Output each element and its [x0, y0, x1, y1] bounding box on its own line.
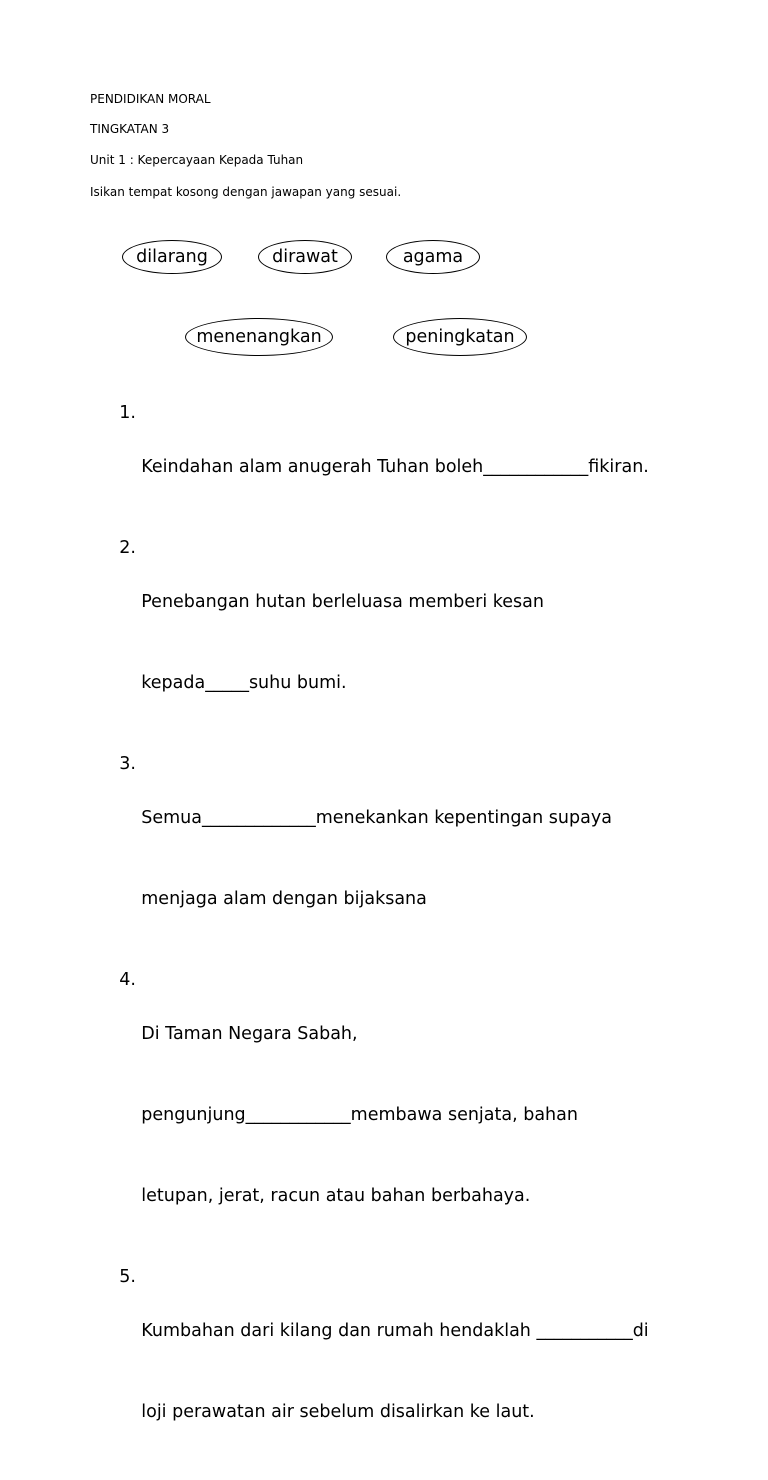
question-item	[110, 535, 750, 751]
question-text	[141, 967, 750, 1264]
question-number: 1.	[119, 403, 136, 423]
word-bank-item-menenangkan: menenangkan	[185, 318, 333, 356]
word-bank-item-dilarang: dilarang	[122, 240, 222, 274]
question-line: pengunjung____________membawa senjata, bahan	[141, 1105, 578, 1125]
word-bank-item-agama: agama	[386, 240, 480, 274]
question-line: Penebangan hutan berleluasa memberi kesan	[141, 592, 544, 612]
question-number: 4.	[119, 970, 136, 990]
instruction-text: Isikan tempat kosong dengan jawapan yang sesuai.	[90, 185, 402, 199]
question-line: letupan, jerat, racun atau bahan berbahaya.	[141, 1186, 531, 1206]
question-line: Semua_____________menekankan kepentingan supaya	[141, 808, 612, 828]
question-text	[141, 1264, 750, 1480]
question-text	[141, 535, 750, 751]
question-number: 5.	[119, 1267, 136, 1287]
question-line: Keindahan alam anugerah Tuhan boleh____________fikiran.	[141, 457, 649, 477]
question-number: 3.	[119, 754, 136, 774]
question-item	[110, 400, 750, 535]
question-text	[141, 400, 750, 535]
question-line: loji perawatan air sebelum disalirkan ke laut.	[141, 1402, 535, 1422]
subject-title: PENDIDIKAN MORAL	[90, 92, 211, 106]
word-bank-item-dirawat: dirawat	[258, 240, 352, 274]
question-line: menjaga alam dengan bijaksana	[141, 889, 427, 909]
question-item	[110, 967, 750, 1264]
word-bank-item-peningkatan: peningkatan	[393, 318, 527, 356]
question-item	[110, 751, 750, 967]
question-text	[141, 751, 750, 967]
question-item	[110, 1264, 750, 1480]
question-line: kepada_____suhu bumi.	[141, 673, 347, 693]
question-list	[110, 400, 750, 1480]
question-line: Kumbahan dari kilang dan rumah hendaklah ___________di	[141, 1321, 649, 1341]
question-number: 2.	[119, 538, 136, 558]
level-label: TINGKATAN 3	[90, 122, 170, 136]
question-line: Di Taman Negara Sabah,	[141, 1024, 358, 1044]
unit-title: Unit 1 : Kepercayaan Kepada Tuhan	[90, 153, 304, 167]
